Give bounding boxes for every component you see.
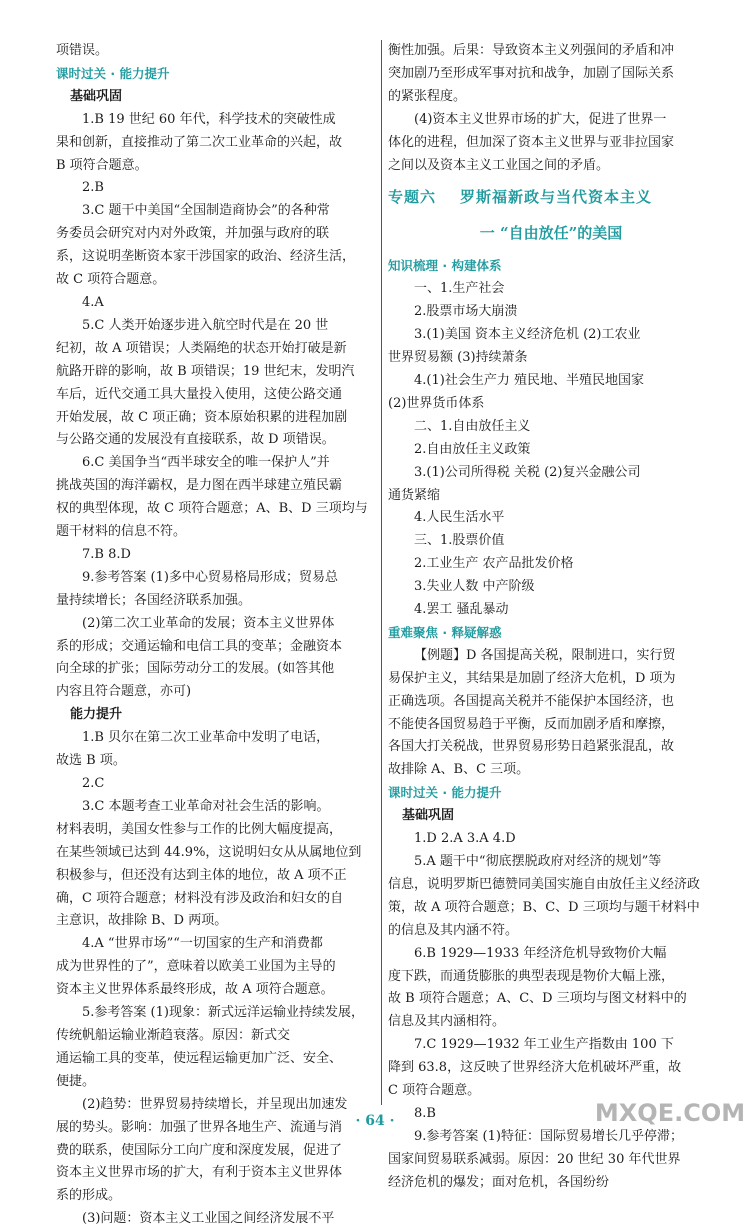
text-line: 果和创新，直接推动了第二次工业革命的兴起，故 — [56, 134, 343, 150]
text-line: (3)问题：资本主义工业国之间经济发展不平 — [82, 1211, 335, 1227]
text-line: 资本主义世界体系最终形成，故 A 项符合题意。 — [56, 982, 334, 998]
text-line: 1.D 2.A 3.A 4.D — [414, 831, 516, 847]
text-line: 确，C 项符合题意；材料没有涉及政治和妇女的自 — [56, 890, 344, 906]
text-line: 系的形成；交通运输和电信工具的变革；金融资本 — [56, 638, 343, 654]
text-line: 3.C 本题考查工业革命对社会生活的影响。 — [82, 798, 330, 814]
text-line: 一、1.生产社会 — [414, 281, 505, 297]
text-line: (2)趋势：世界贸易持续增长，并呈现出加速发 — [82, 1096, 348, 1112]
text-line: 故 B 项符合题意；A、C、D 三项均与图文材料中的 — [388, 991, 687, 1007]
text-line: 7.B 8.D — [82, 546, 131, 562]
text-line: 1.B 贝尔在第二次工业革命中发明了电话， — [82, 730, 330, 746]
text-line: 的紧张程度。 — [388, 88, 467, 104]
text-line: 与公路交通的发展没有直接联系，故 D 项错误。 — [56, 432, 335, 448]
text-line: 世界贸易额 (3)持续萧条 — [388, 350, 528, 366]
section-banner: 重难聚焦 · 释疑解惑 — [388, 624, 502, 640]
text-line: 5.参考答案 (1)现象：新式远洋运输业持续发展， — [82, 1005, 364, 1021]
text-line: 通运输工具的变革，使远程运输更加广泛、安全、 — [56, 1050, 343, 1066]
text-line: B 项符合题意。 — [56, 157, 148, 173]
text-line: 向全球的扩张；国际劳动分工的发展。(如答其他 — [56, 661, 335, 677]
text-line: 权的典型体现，故 C 项符合题意；A、B、D 三项均与 — [56, 501, 368, 517]
topic-heading — [388, 185, 714, 209]
right-column — [388, 40, 714, 1195]
column-divider — [381, 40, 382, 1105]
section-banner: 课时过关 · 能力提升 — [388, 785, 502, 801]
text-line: 3.C 题干中美国“全国制造商协会”的各种常 — [82, 203, 330, 219]
text-line: 车后，近代交通工具大量投入使用，这使公路交通 — [56, 386, 343, 402]
text-line: 易保护主义，其结果是加剧了经济大危机，D 项为 — [388, 670, 676, 686]
text-line: 传统帆船运输业渐趋衰落。原因：新式交 — [56, 1027, 291, 1043]
text-line: 2.工业生产 农产品批发价格 — [414, 556, 574, 572]
text-line: 务委员会研究对内对外政策，并加强与政府的联 — [56, 226, 330, 242]
text-line: 之间以及资本主义工业国之间的矛盾。 — [388, 157, 610, 173]
text-line: 4.罢工 骚乱暴动 — [414, 602, 509, 618]
text-line: 系，这说明垄断资本家干涉国家的政治、经济生活， — [56, 249, 356, 265]
text-line: 1.B 19 世纪 60 年代，科学技术的突破性成 — [82, 111, 336, 127]
left-column — [56, 40, 374, 1231]
text-line: 5.C 人类开始逐步进入航空时代是在 20 世 — [82, 317, 329, 333]
text-line: 3.(1)美国 资本主义经济危机 (2)工农业 — [414, 327, 641, 343]
text-line: 挑战英国的海洋霸权，是力图在西半球建立殖民霸 — [56, 478, 343, 494]
topic-label: 专题六 — [388, 188, 437, 207]
text-line: 纪初，故 A 项错误；人类隔绝的状态开始打破是新 — [56, 340, 347, 356]
right-top-text — [388, 40, 714, 177]
text-line: 展的势头。影响：加强了世界各地生产、流通与消 — [56, 1119, 343, 1135]
text-line: 6.B 1929—1933 年经济危机导致物价大幅 — [414, 945, 667, 961]
text-line: C 项符合题意。 — [388, 1083, 481, 1099]
text-line: 航路开辟的影响，故 B 项错误；19 世纪末，发明汽 — [56, 363, 355, 379]
subheading: 基础巩固 — [402, 808, 455, 824]
section-title: 一 “自由放任”的美国 — [479, 224, 623, 243]
text-line: 4.A — [82, 294, 104, 310]
text-line: 题干材料的信息不符。 — [56, 524, 187, 540]
text-line: 降到 63.8，这反映了世界经济大危机破坏严重，故 — [388, 1060, 682, 1076]
text-line: 度下跌，而通货膨胀的典型表现是物价大幅上涨， — [388, 968, 675, 984]
text-line: 8.B — [414, 1105, 436, 1121]
text-line: 资本主义世界市场的扩大，有利于资本主义世界体 — [56, 1165, 343, 1181]
text-line: 正确选项。各国提高关税并不能保护本国经济，也 — [388, 693, 675, 709]
text-line: 三、1.股票价值 — [414, 533, 505, 549]
text-line: 项错误。 — [56, 43, 109, 58]
text-line: 2.B — [82, 180, 104, 196]
text-line: 2.股票市场大崩溃 — [414, 304, 518, 320]
text-line: 【例题】D 各国提高关税，限制进口，实行贸 — [414, 647, 676, 663]
text-line: 4.人民生活水平 — [414, 510, 505, 526]
text-line: 二、1.自由放任主义 — [414, 418, 531, 434]
text-line: 成为世界性的了”，意味着以欧美工业国为主导的 — [56, 959, 336, 975]
topic-title: 罗斯福新政与当代资本主义 — [460, 188, 653, 207]
text-line: 故选 B 项。 — [56, 753, 126, 769]
text-line: 便捷。 — [56, 1073, 96, 1089]
text-line: 各国大打关税战，世界贸易形势日趋紧张混乱，故 — [388, 739, 675, 755]
text-line: 2.C — [82, 776, 105, 791]
text-line: 的信息及其内涵不符。 — [388, 922, 519, 938]
section-banner: 知识梳理 · 构建体系 — [388, 258, 502, 274]
text-line: 6.C 美国争当“西半球安全的唯一保护人”并 — [82, 455, 330, 471]
text-line: (2)世界货币体系 — [388, 395, 485, 411]
text-line: 经济危机的爆发；面对危机，各国纷纷 — [388, 1174, 610, 1190]
right-main-text — [388, 255, 714, 1194]
text-line: 衡性加强。后果：导致资本主义列强间的矛盾和冲 — [388, 43, 675, 58]
text-line: 材料表明，美国女性参与工作的比例大幅度提高， — [56, 821, 343, 837]
text-line: 9.参考答案 (1)特征：国际贸易增长几乎停滞； — [414, 1128, 683, 1144]
text-line: 突加剧乃至形成军事对抗和战争，加剧了国际关系 — [388, 65, 675, 81]
text-line: 体化的进程，但加深了资本主义世界与亚非拉国家 — [388, 134, 675, 150]
text-line: 3.(1)公司所得税 关税 (2)复兴金融公司 — [414, 464, 641, 480]
section-banner: 课时过关 · 能力提升 — [56, 65, 170, 81]
text-line: 4.(1)社会生产力 殖民地、半殖民地国家 — [414, 372, 644, 388]
text-line: 9.参考答案 (1)多中心贸易格局形成；贸易总 — [82, 569, 338, 585]
text-line: 主意识，故排除 B、D 两项。 — [56, 913, 228, 929]
watermark-logo: MXQE.COM — [594, 1098, 746, 1127]
text-line: 开始发展，故 C 项正确；资本原始积累的进程加剧 — [56, 409, 348, 425]
subheading: 基础巩固 — [70, 88, 123, 104]
text-line: 策，故 A 项符合题意；B、C、D 三项均与题干材料中 — [388, 899, 700, 915]
text-line: 不能使各国贸易趋于平衡，反而加剧矛盾和摩擦， — [388, 716, 675, 732]
text-line: 故 C 项符合题意。 — [56, 272, 166, 288]
text-line: 信息，说明罗斯巴德赞同美国实施自由放任主义经济政 — [388, 876, 701, 892]
text-line: 7.C 1929—1932 年工业生产指数由 100 下 — [414, 1037, 674, 1053]
text-line: 国家间贸易联系减弱。原因：20 世纪 30 年代世界 — [388, 1151, 681, 1167]
text-line: 3.失业人数 中产阶级 — [414, 579, 535, 595]
text-line: 量持续增长；各国经济联系加强。 — [56, 592, 252, 608]
text-line: 通货紧缩 — [388, 487, 441, 503]
text-line: 信息及其内涵相符。 — [388, 1014, 506, 1030]
text-line: 故排除 A、B、C 三项。 — [388, 762, 530, 778]
text-line: 5.A 题干中“彻底摆脱政府对经济的规划”等 — [414, 854, 662, 869]
text-line: 内容且符合题意，亦可) — [56, 684, 192, 700]
page-number: · 64 · — [355, 1113, 395, 1129]
text-line: 积极参与，但还没有达到主体的地位，故 A 项不正 — [56, 867, 347, 883]
text-line: 4.A “世界市场”“一切国家的生产和消费都 — [82, 936, 323, 952]
text-line: (2)第二次工业革命的发展；资本主义世界体 — [82, 615, 335, 631]
text-line: 系的形成。 — [56, 1188, 122, 1204]
subheading: 能力提升 — [70, 707, 123, 723]
text-line: 在某些领域已达到 44.9%，这说明妇女从从属地位到 — [56, 844, 362, 860]
text-line: (4)资本主义世界市场的扩大，促进了世界一 — [414, 111, 667, 127]
text-line: 费的联系，使国际分工向广度和深度发展，促进了 — [56, 1142, 343, 1158]
text-line: 2.自由放任主义政策 — [414, 441, 531, 457]
